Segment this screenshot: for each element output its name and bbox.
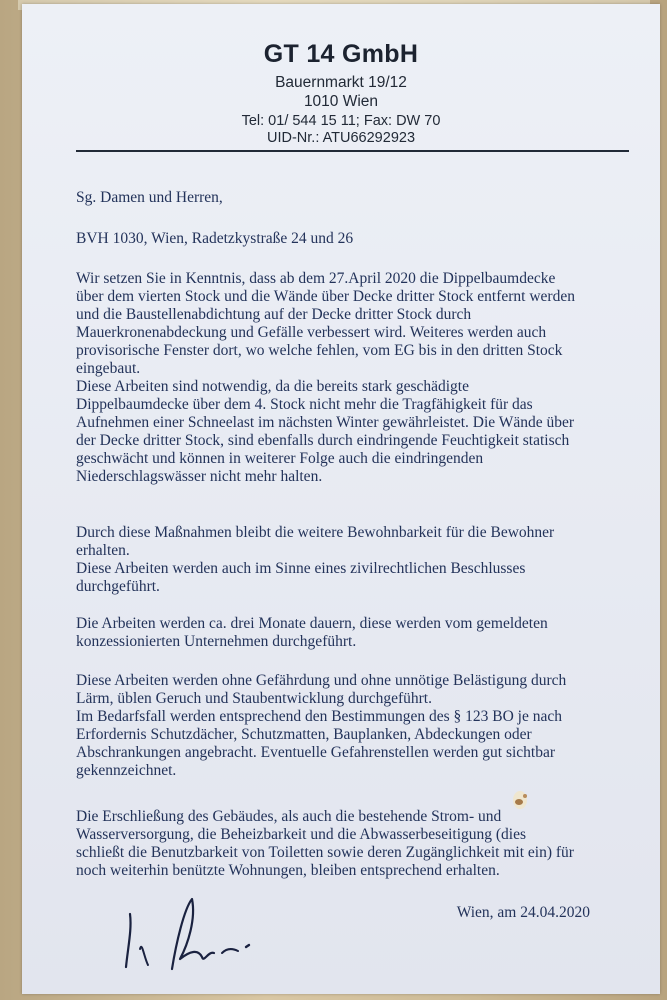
paragraph-utilities: Die Erschließung des Gebäudes, als auch die bestehende Strom- und Wasserversorgung, die Beheizbarkeit und die Abwasserbeseitigung (dies schließt die Benutzbarkeit von Toiletten sowie deren Zugänglichkeit mit ein) für noch weiterhin benützte Wohnungen, bleiben entsprechend erhalten.	[76, 808, 574, 879]
notice-sheet	[22, 4, 660, 994]
company-city: 1010 Wien	[303, 93, 379, 110]
company-uid: UID-Nr.: ATU66292923	[266, 130, 416, 146]
paper-stain	[506, 784, 538, 816]
handwritten-signature	[118, 889, 268, 979]
company-street: Bauernmarkt 19/12	[275, 74, 407, 91]
paragraph-duration: Die Arbeiten werden ca. drei Monate dauern, diese werden vom gemeldeten konzessionierten Unternehmen durchgeführt.	[76, 615, 548, 650]
place-date: Wien, am 24.04.2020	[456, 904, 590, 921]
paragraph-safety: Diese Arbeiten werden ohne Gefährdung und ohne unnötige Belästigung durch Lärm, üblen Geruch und Staubentwicklung durchgeführt. Im Bedarfsfall werden entsprechend den Bestimmungen des § 123 BO je nach Erfordernis Schutzdächer, Schutzmatten, Bauplanken, Abdeckungen oder Abschrankungen angebracht. Eventuelle Gefahrenstellen werden gut sichtbar gekennzeichnet.	[76, 672, 567, 779]
subject-line: BVH 1030, Wien, Radetzkystraße 24 und 26	[76, 230, 354, 247]
paragraph-habitability: Durch diese Maßnahmen bleibt die weitere Bewohnbarkeit für die Bewohner erhalten. Diese Arbeiten werden auch im Sinne eines zivilrechtlichen Beschlusses durchgeführt.	[76, 524, 555, 595]
paragraph-works-notice: Wir setzen Sie in Kenntnis, dass ab dem 27.April 2020 die Dippelbaumdecke über dem vierten Stock und die Wände über Decke dritter Stock entfernt werden und die Baustellenabdichtung auf der Decke dritter Stock durch Mauerkronenabdeckung und Gefälle verbessert wird. Weiteres werden auch provisorische Fenster dort, wo welche fehlen, vom EG bis in den dritten Stock eingebaut. Diese Arbeiten sind notwendig, da die bereits stark geschädigte Dippelbaumdecke über dem 4. Stock nicht mehr die Tragfähigkeit für das Aufnehmen einer Schneelast im nächsten Winter gewährleistet. Die Wände über der Decke dritter Stock, sind ebenfalls durch eindringende Feuchtigkeit statisch geschwächt und können in weiterer Folge auch die eindringenden Niederschlagswässer nicht mehr halten.	[76, 270, 575, 485]
salutation: Sg. Damen und Herren,	[76, 189, 223, 206]
letterhead-divider	[76, 150, 629, 152]
company-name: GT 14 GmbH	[263, 40, 419, 68]
company-phone: Tel: 01/ 544 15 11; Fax: DW 70	[241, 113, 441, 129]
